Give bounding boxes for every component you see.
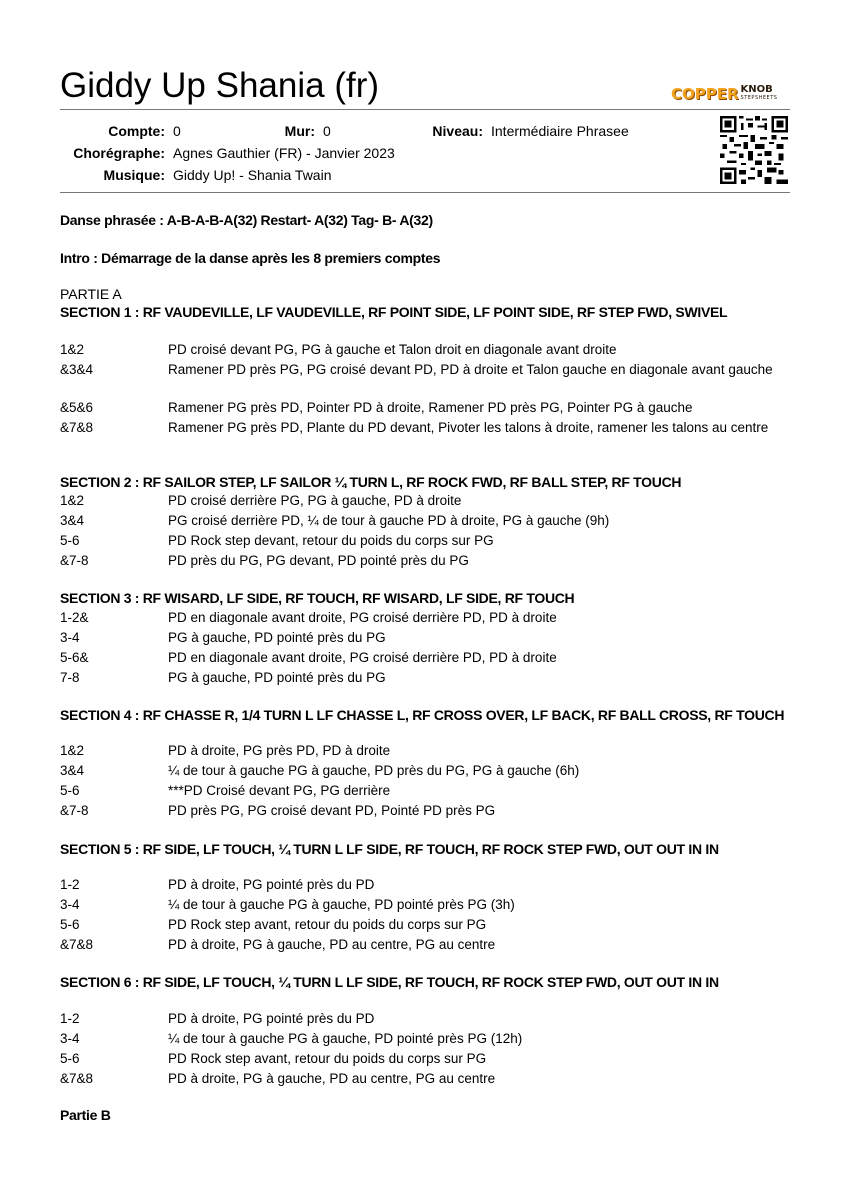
page-title: Giddy Up Shania (fr) (60, 66, 380, 105)
meta-musique-row (60, 165, 395, 187)
step-description: PG à gauche, PD pointé près du PG (168, 670, 386, 685)
step-description: ¼ de tour à gauche PG à gauche, PD près du PG, PG à gauche (6h) (168, 763, 580, 778)
meta-divider (60, 192, 790, 193)
choreo-label: Chorégraphe: (73, 145, 165, 161)
step-description: PG croisé derrière PD, ¼ de tour à gauche PD à droite, PG à gauche (9h) (168, 513, 610, 528)
step-count: 5-6& (60, 650, 89, 665)
section-4-title: SECTION 4 : RF CHASSE R, 1/4 TURN L LF CHASSE L, RF CROSS OVER, LF BACK, RF BALL CROSS, RF TOUCH (60, 707, 785, 723)
step-description: PD à droite, PG à gauche, PD au centre, PG au centre (168, 937, 496, 952)
intro-line: Intro : Démarrage de la danse après les 8 premiers comptes (60, 250, 441, 266)
step-count: 3-4 (60, 897, 80, 912)
step-count: 1&2 (60, 493, 85, 508)
step-description: PD près PG, PG croisé devant PD, Pointé PD près PG (168, 803, 496, 818)
step-count: 5-6 (60, 1051, 80, 1066)
logo-knob-block (741, 86, 778, 102)
step-count: 3-4 (60, 1031, 80, 1046)
step-description: PD Rock step devant, retour du poids du corps sur PG (168, 533, 494, 548)
dance-sequence-line: Danse phrasée : A-B-A-B-A(32) Restart- A(32) Tag- B- A(32) (60, 212, 433, 228)
step-count: &7&8 (60, 420, 94, 435)
logo-copper-text: COPPER (671, 85, 739, 103)
meta-niveau (428, 121, 629, 143)
step-count: 1-2 (60, 877, 80, 892)
meta-niveau-row (428, 121, 629, 143)
step-count: 1&2 (60, 342, 85, 357)
step-description: PD en diagonale avant droite, PG croisé derrière PD, PD à droite (168, 610, 557, 625)
step-description: ¼ de tour à gauche PG à gauche, PD pointé près PG (3h) (168, 897, 515, 912)
musique-label: Musique: (103, 167, 165, 183)
compte-label: Compte: (108, 123, 165, 139)
section-5-title: SECTION 5 : RF SIDE, LF TOUCH, ¼ TURN L LF SIDE, RF TOUCH, RF ROCK STEP FWD, OUT OUT IN IN (60, 841, 719, 857)
choreo-value: Agnes Gauthier (FR) - Janvier 2023 (173, 145, 395, 161)
meta-choreo-row (60, 143, 395, 165)
step-description: PD près du PG, PG devant, PD pointé près du PG (168, 553, 469, 568)
section-1-title: SECTION 1 : RF VAUDEVILLE, LF VAUDEVILLE, RF POINT SIDE, LF POINT SIDE, RF STEP FWD, SWIVEL (60, 304, 728, 320)
step-count: 3&4 (60, 513, 85, 528)
step-description: PD croisé devant PG, PG à gauche et Talon droit en diagonale avant droite (168, 342, 617, 357)
step-count: 1&2 (60, 743, 85, 758)
meta-mur (280, 121, 331, 143)
step-count: &7-8 (60, 553, 89, 568)
logo-stepsheets-text: STEPSHEETS (740, 95, 778, 101)
step-description: PG à gauche, PD pointé près du PG (168, 630, 386, 645)
header-divider (60, 109, 790, 110)
step-description: Ramener PG près PD, Pointer PD à droite, Ramener PD près PG, Pointer PG à gauche (168, 400, 693, 415)
step-description: PD Rock step avant, retour du poids du corps sur PG (168, 917, 487, 932)
section-2-title: SECTION 2 : RF SAILOR STEP, LF SAILOR ¼ TURN L, RF ROCK FWD, RF BALL STEP, RF TOUCH (60, 474, 682, 490)
step-count: 1-2 (60, 1011, 80, 1026)
step-description: ¼ de tour à gauche PG à gauche, PD pointé près PG (12h) (168, 1031, 523, 1046)
section-3-title: SECTION 3 : RF WISARD, LF SIDE, RF TOUCH, RF WISARD, LF SIDE, RF TOUCH (60, 590, 575, 606)
step-description: Ramener PG près PD, Plante du PD devant, Pivoter les talons à droite, ramener les talons au centre (168, 420, 769, 435)
step-count: 5-6 (60, 783, 80, 798)
step-description: PD à droite, PG à gauche, PD au centre, PG au centre (168, 1071, 496, 1086)
step-description: PD en diagonale avant droite, PG croisé derrière PD, PD à droite (168, 650, 557, 665)
section-6-title: SECTION 6 : RF SIDE, LF TOUCH, ¼ TURN L LF SIDE, RF TOUCH, RF ROCK STEP FWD, OUT OUT IN IN (60, 974, 719, 990)
step-count: 7-8 (60, 670, 80, 685)
step-description: PD à droite, PG pointé près du PD (168, 1011, 375, 1026)
step-description: Ramener PD près PG, PG croisé devant PD, PD à droite et Talon gauche en diagonale avant gauche (168, 362, 773, 377)
compte-value: 0 (173, 123, 181, 139)
qr-code-icon (720, 115, 788, 185)
niveau-value: Intermédiaire Phrasee (491, 123, 629, 139)
musique-value: Giddy Up! - Shania Twain (173, 167, 332, 183)
mur-label: Mur: (284, 123, 315, 139)
step-description: PD Rock step avant, retour du poids du corps sur PG (168, 1051, 487, 1066)
niveau-label: Niveau: (432, 123, 483, 139)
step-description: PD croisé derrière PG, PG à gauche, PD à droite (168, 493, 462, 508)
step-count: &7&8 (60, 1071, 94, 1086)
partie-a-heading: PARTIE A (60, 286, 122, 302)
copperknob-logo (671, 84, 789, 104)
step-count: 3-4 (60, 630, 80, 645)
step-count: 5-6 (60, 917, 80, 932)
step-description: ***PD Croisé devant PG, PG derrière (168, 783, 391, 798)
meta-left-column (60, 121, 395, 187)
step-count: 5-6 (60, 533, 80, 548)
logo-knob-text: KNOB (740, 84, 773, 95)
step-count: &7&8 (60, 937, 94, 952)
meta-mur-row (280, 121, 331, 143)
partie-b-heading: Partie B (60, 1107, 111, 1123)
step-description: PD à droite, PG pointé près du PD (168, 877, 375, 892)
step-count: &5&6 (60, 400, 94, 415)
mur-value: 0 (323, 123, 331, 139)
step-count: &7-8 (60, 803, 89, 818)
step-count: 1-2& (60, 610, 89, 625)
step-count: &3&4 (60, 362, 94, 377)
step-description: PD à droite, PG près PD, PD à droite (168, 743, 391, 758)
step-count: 3&4 (60, 763, 85, 778)
meta-compte-row (60, 121, 395, 143)
